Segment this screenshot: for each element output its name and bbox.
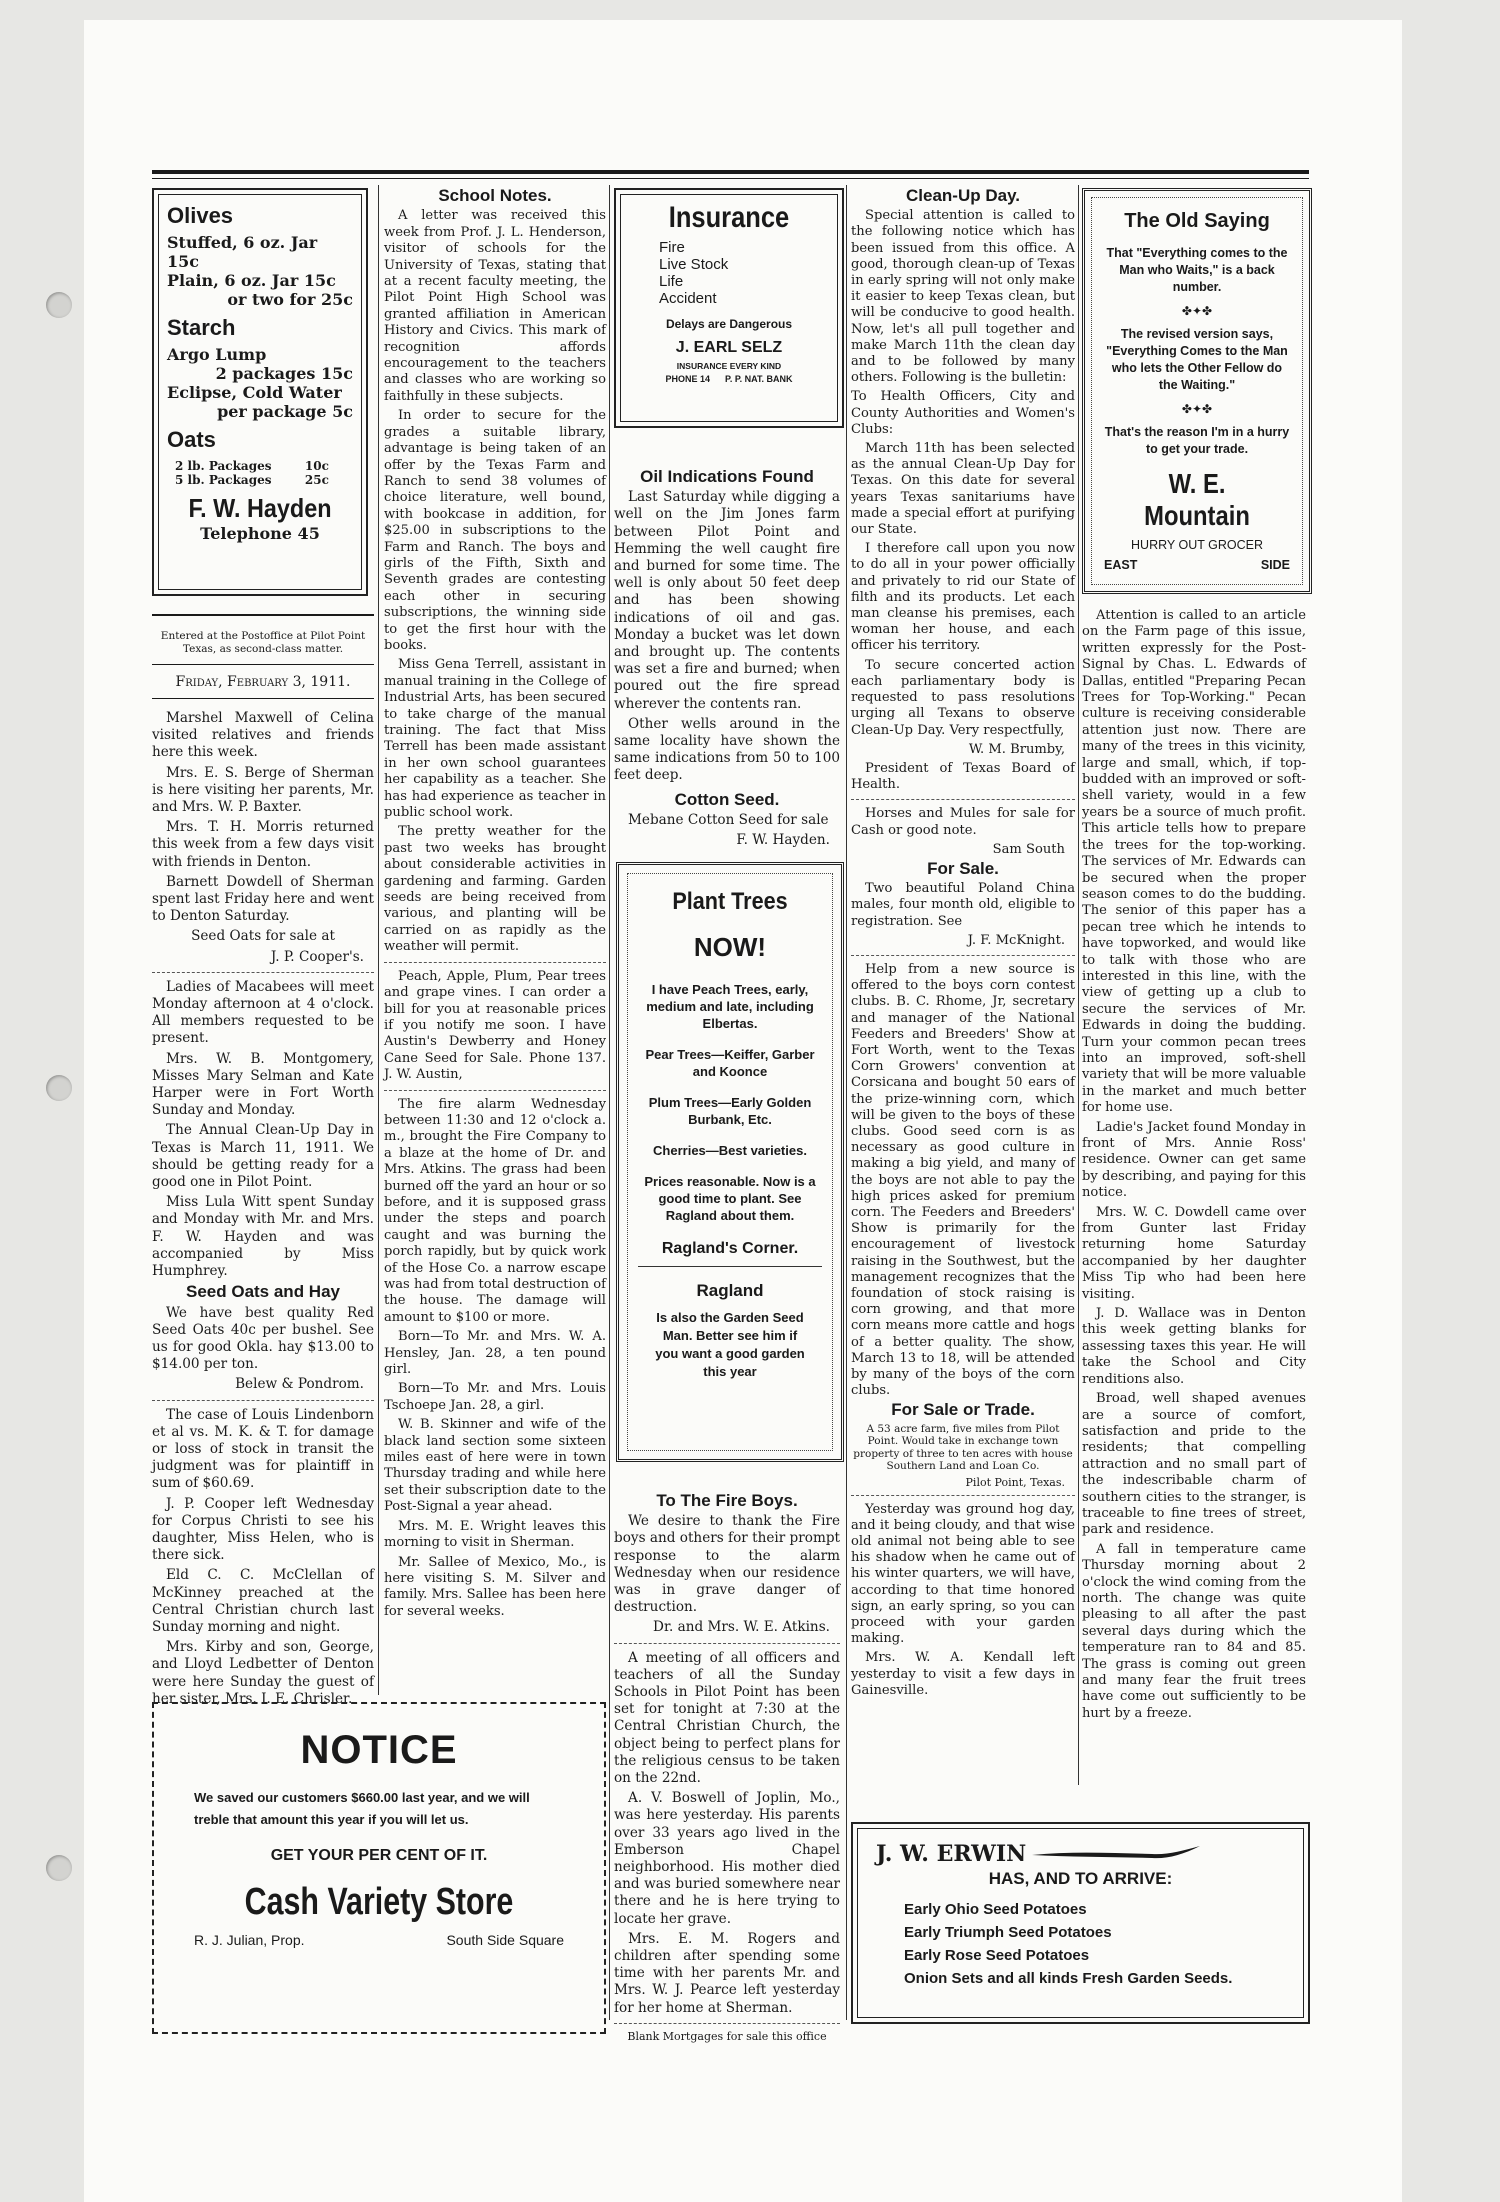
olives-line: or two for 25c [227,290,353,309]
signature: Pilot Point, Texas. [965,1475,1065,1489]
erwin-item: Onion Sets and all kinds Fresh Garden Seeds. [904,1970,1233,1987]
separator [152,972,374,973]
old-saying-line: The revised version says, "Everything Comes to the Man who lets the Other Fellow do the Waiting." [1106,327,1288,392]
top-rule-thin [152,178,1309,179]
oats-line: 5 lb. Packages 25c [175,473,329,487]
news-item: Mebane Cotton Seed for sale [628,811,829,828]
column-divider [609,185,610,2020]
news-item: A fall in temperature came Thursday morning about 2 o'clock the wind coming from the north. The change was quite pleasing to all after the past several days during which the temperature ran to 84 and 85. The grass is coming out green and many fear the fruit trees have come out sufficiently to be hurt by a freeze. [1082,1541,1306,1721]
news-item: I therefore call upon you now to do all in your power officially and privately to rid our State of filth and its products. Let each man cleanse his premises, each woman her house, and each officer his territory. [851,541,1075,654]
column-3-oil [614,466,840,852]
insurance-line: Accident [659,290,717,307]
trees-item: I have Peach Trees, early, medium and late, including Elbertas. [646,982,814,1031]
column-3-fire-boys [614,1490,840,2046]
separator [614,1643,840,1644]
news-item: Mrs. E. M. Rogers and children after spending some time with her parents Mr. and Mrs. W. J. Pearce left yesterday for her home at Sherman. [614,1930,840,2016]
store-location: South Side Square [446,1932,564,1948]
insurance-delays: Delays are Dangerous [665,317,793,331]
rule [152,614,374,616]
blank-mortgages: Blank Mortgages for sale this office [627,2029,827,2043]
erwin-item: Early Ohio Seed Potatoes [904,1901,1087,1918]
mountain-side: SIDE [1260,558,1290,572]
news-item: Marshel Maxwell of Celina visited relatives and friends here this week. [152,710,374,761]
notice-percent: GET YOUR PER CENT OF IT. [270,1847,488,1864]
news-item: J. P. Cooper left Wednesday for Corpus Christi to see his daughter, Miss Helen, who is there sick. [152,1495,374,1564]
news-item: Other wells around in the same locality have shown the same indications from 50 to 100 feet deep. [614,715,840,784]
news-item: J. D. Wallace was in Denton this week getting blanks for assessing taxes this year. He will take the School and City renditions also. [1082,1306,1306,1387]
signature: J. P. Cooper's. [270,948,364,965]
trees-item: Cherries—Best varieties. [653,1143,807,1158]
cash-variety-store: Cash Variety Store [244,1881,514,1923]
starch-line: Eclipse, Cold Water [167,383,342,402]
news-item: Mrs. Kirby and son, George, and Lloyd Ledbetter of Denton were here Sunday the guest of her sister, Mrs. I. E. Chrisler. [152,1639,374,1707]
news-item: Mrs. W. C. Dowdell came over from Gunter last Friday returning home Saturday accompanied by her daughter Miss Tip who had been here visiting. [1082,1204,1306,1302]
news-item: Mrs. T. H. Morris returned this week from a few days visit with friends in Denton. [152,819,374,870]
binder-hole-middle [46,1075,72,1101]
insurance-agent-name: J. EARL SELZ [675,339,783,356]
signature: Sam South [992,841,1065,857]
news-item: A meeting of all officers and teachers of all the Sunday Schools in Pilot Point has been set for tonight at 7:30 at the Central Christian Church, the object being to perfect plans for the religious census to be taken on the 22nd. [614,1649,840,1787]
column-4-clean-up [851,186,1075,1702]
ragland-corner: Ragland's Corner. [638,1240,822,1267]
news-item: Broad, well shaped avenues are a source of comfort, satisfaction and pride to the residents; that compelling attraction and no small part of the indescribable charm of southern cities to the stranger, is traceable to fine trees of street, park and residence. [1082,1391,1306,1538]
top-rule-thick [152,170,1309,174]
column-2-school-notes [384,186,606,1623]
olives-title: Olives [167,203,234,228]
news-item: Miss Lula Witt spent Sunday and Monday with Mr. and Mrs. F. W. Hayden and was accompanied by Miss Humphrey. [152,1194,374,1280]
news-item: Peach, Apple, Plum, Pear trees and grape vines. I can order a bill for you at reasonable prices if you notify me soon. I have Austin's Dewberry and Honey Cane Seed for Sale. Phone 137. J. W. Austin, [384,968,606,1083]
insurance-line: Life [659,273,684,290]
news-item: The Annual Clean-Up Day in Texas is March 11, 1911. We should be getting ready for a good one in Pilot Point. [152,1122,374,1191]
plant-trees-ad [616,862,844,1462]
erwin-item: Early Triumph Seed Potatoes [904,1924,1112,1941]
news-item: A letter was received this week from Prof. J. L. Henderson, visitor of schools for the University of Texas, stating that at a recent faculty meeting, the Pilot Point High School was granted affiliation in American History and Civics. This mark of recognition affords encouragement to the teachers and classes who are working so faithfully in these subjects. [384,208,606,404]
news-item: A. V. Boswell of Joplin, Mo., was here yesterday. His parents over 33 years ago lived in the Emberson Chapel neighborhood. His mother died and was buried somewhere near there and he is here trying to locate her grave. [614,1790,840,1927]
hayden-ad [152,188,368,596]
news-item: Seed Oats for sale at [191,928,335,945]
mountain-east: EAST [1104,558,1138,572]
signature: Belew & Pondrom. [235,1376,364,1393]
trees-item: Plum Trees—Early Golden Burbank, Etc. [648,1095,812,1127]
column-5-news [1082,608,1306,1725]
fire-boys-heading: To The Fire Boys. [656,1491,798,1510]
news-item: We desire to thank the Fire boys and others for their prompt response to the alarm Wednesday when our residence was in grave danger of destruction. [614,1513,840,1616]
for-sale-or-trade-heading: For Sale or Trade. [891,1400,1035,1420]
news-item: Last Saturday while digging a well on the Jim Jones farm between Pilot Point and Hemming the well caught fire and burned for some time. The well is only about 50 feet deep and has been showing indications of oil and gas. Monday a bucket was let down and brought up. The contents was set a fire and burned; when poured out the fire spread wherever the contents ran. [614,489,840,712]
erwin-has: HAS, AND TO ARRIVE: [988,1869,1173,1888]
news-item: The case of Louis Lindenborn et al vs. M. K. & T. for damage or loss of stock in transit the judgment was for plaintiff in sum of $60.69. [152,1406,374,1492]
school-notes-heading: School Notes. [438,186,552,205]
insurance-ad [614,188,844,428]
starch-line: per package 5c [217,402,353,421]
news-item: March 11th has been selected as the annual Clean-Up Day for Texas. On this date for several years Texas sanitariums have made a special effort at purifying our State. [851,441,1075,538]
masthead-entered: Entered at the Postoffice at Pilot Point Texas, as second-class matter. [160,630,366,655]
news-item: Mrs. E. S. Berge of Sherman is here visiting her parents, Mr. and Mrs. W. P. Baxter. [152,764,374,816]
trees-item: Pear Trees—Keiffer, Garber and Koonce [645,1047,815,1079]
hayden-phone: Telephone 45 [200,524,320,543]
column-divider [378,185,379,1695]
separator [152,1400,374,1401]
rule [152,698,374,699]
oil-heading: Oil Indications Found [640,467,814,486]
ornament-icon: ✤✦✤ [1181,304,1213,318]
separator [614,2023,840,2024]
insurance-every-kind: INSURANCE EVERY KIND [676,361,782,371]
news-item: A 53 acre farm, five miles from Pilot Point. Would take in exchange town property of three to ten acres with house Southern Land and Loan Co. [853,1422,1073,1473]
issue-date: Friday, February 3, 1911. [175,674,351,690]
news-item: Special attention is called to the following notice which has been issued from this office. A good, thorough clean-up of Texas in early spring will not only make it easier to keep Texas clean, but will be conducive to good health. Now, let's all pull together and make March 11th the clean day and to be followed by many others. Following is the bulletin: [851,208,1075,386]
signature: J. F. McKnight. [967,932,1065,948]
plant-trees-title: Plant Trees [672,888,788,915]
notice-ad [152,1702,606,2034]
column-divider [846,185,847,2020]
hayden-name: F. W. Hayden [188,493,332,523]
insurance-phone: PHONE 14 P. P. NAT. BANK [665,374,793,384]
news-item: To secure concerted action each parliamentary body is requested to pass resolutions urging all Texans to observe Clean-Up Day. Very respectfully, [851,657,1075,738]
oats-title: Oats [167,427,216,452]
olives-line: Plain, 6 oz. Jar 15c [167,271,336,290]
insurance-title: Insurance [668,201,790,234]
separator [384,1090,606,1091]
news-item: Mrs. W. B. Montgomery, Misses Mary Selman and Kate Harper were in Fort Worth Sunday and Monday. [152,1050,374,1119]
ragland-text: Is also the Garden Seed Man. Better see him if you want a good garden this year [655,1310,805,1379]
signature: W. M. Brumby, [968,741,1065,757]
starch-title: Starch [167,315,236,340]
old-saying-title: The Old Saying [1124,210,1270,232]
news-item: Two beautiful Poland China males, four month old, eligible to registration. See [851,881,1075,929]
old-saying-line: That "Everything comes to the Man who Waits," is a back number. [1106,246,1288,294]
news-item: Mrs. W. A. Kendall left yesterday to visit a few days in Gainesville. [851,1650,1075,1698]
insurance-line: Fire [659,239,685,256]
old-saying-line: That's the reason I'm in a hurry to get your trade. [1104,425,1290,456]
binder-hole-bottom [46,1855,72,1881]
news-item: Barnett Dowdell of Sherman spent last Friday here and went to Denton Saturday. [152,873,374,925]
column-divider [1078,185,1079,1785]
ornament-icon: ✤✦✤ [1181,402,1213,416]
separator [851,955,1075,956]
news-item: President of Texas Board of Health. [851,760,1075,793]
news-item: Eld C. C. McClellan of McKinney preached at the Central Christian church last Sunday morning and night. [152,1567,374,1635]
news-item: Mr. Sallee of Mexico, Mo., is here visiting S. M. Silver and family. Mrs. Sallee has been here for several weeks. [384,1554,606,1619]
news-item: Ladies of Macabees will meet Monday afternoon at 4 o'clock. All members requested to be present. [152,978,374,1047]
olives-line: Stuffed, 6 oz. Jar 15c [167,233,318,271]
news-item: To Health Officers, City and County Authorities and Women's Clubs: [851,389,1075,437]
ragland-name: Ragland [696,1281,764,1300]
seed-oats-heading: Seed Oats and Hay [185,1282,340,1302]
erwin-item: Early Rose Seed Potatoes [904,1947,1090,1964]
notice-title: NOTICE [300,1728,458,1772]
news-item: Help from a new source is offered to the boys corn contest clubs. B. C. Rhome, Jr, secretary and manager of the National Feeders and Breeders' Show at Fort Worth, went to the Texas Corn Growers' convention at Corsicana and bought 50 ears of the prize-winning corn, which will be given to the boys of these clubs. Good seed corn is as necessary as good culture in making a big yield, and many of the boys are not able to pay the high prices asked for premium corn. The Feeders and Breeders' Show is primarily for the encouragement of livestock raising in the Southwest, but the management recognizes that the foundation of stock raising is corn growing, and that more corn means more cattle and hogs of a better quality. The show, March 13 to 18, will be attended by many of the boys of the corn clubs. [851,961,1075,1399]
news-item: Mrs. M. E. Wright leaves this morning to visit in Sherman. [384,1518,606,1551]
separator [851,1495,1075,1496]
plant-trees-now: NOW! [693,932,767,962]
mountain-grocer: HURRY OUT GROCER [1131,538,1263,552]
signature: F. W. Hayden. [736,832,830,849]
trees-item: Prices reasonable. Now is a good time to plant. See Ragland about them. [644,1174,816,1223]
starch-line: Argo Lump [167,345,267,364]
oats-line: 2 lb. Packages 10c [175,459,329,473]
column-1-news [152,710,374,1711]
news-item: The pretty weather for the past two weeks has brought about considerable activities in gardening and farming. Garden seeds are being received from various, and planting will be carried on as rapidly as the weather will permit. [384,824,606,955]
signature: Dr. and Mrs. W. E. Atkins. [653,1619,830,1636]
binder-hole-top [46,292,72,318]
for-sale-heading: For Sale. [927,858,999,878]
erwin-ad [851,1822,1310,2024]
mountain-name: W. E. Mountain [1144,468,1250,531]
news-item: W. B. Skinner and wife of the black land section some sixteen miles east of here were in town Thursday trading and while here set their subscription date to the Post-Signal a year ahead. [384,1417,606,1515]
news-item: Horses and Mules for sale for Cash or good note. [851,806,1075,838]
separator [384,962,606,963]
swash-ornament-icon [1032,1843,1202,1865]
mountain-ad [1082,188,1312,594]
news-item: Attention is called to an article on the Farm page of this issue, written expressly for the Post-Signal by Chas. L. Edwards of Dallas, entitled "Preparing Pecan Trees for Top-Working." Pecan culture is receiving considerable attention just now. There are many of the trees in this vicinity, large and small, which, if top-budded with an improved or soft-shell variety, would in a few years be a source of much profit. This article tells how to prepare the trees for the top-working. The services of Mr. Edwards can be secured when the proper season comes to do the budding. The senior of this paper has a pecan tree which he intends to have topworked, and would like to talk with those who are interested in this line, with the view of getting up a club to secure the services of Mr. Edwards in doing the budding. Turn your common pecan trees into an improved, soft-shell variety that will be more valuable in the market and much better for home use. [1082,608,1306,1116]
news-item: Born—To Mr. and Mrs. Louis Tschoepe Jan. 28, a girl. [384,1381,606,1413]
notice-text: We saved our customers $660.00 last year, and we will treble that amount this year if you will let us. [194,1790,530,1827]
separator [851,799,1075,800]
news-item: Ladie's Jacket found Monday in front of Mrs. Annie Ross' residence. Owner can get same by describing, and paying for this notice. [1082,1119,1306,1201]
news-item: The fire alarm Wednesday between 11:30 and 12 o'clock a. m., brought the Fire Company to a blaze at the home of Dr. and Mrs. Atkins. The grass had been burned off the yard an hour or so before, and it is supposed grass under the steps and poarch caught and was burning the porch rapidly, but by quick work of the Hose Co. a narrow escape was had from total destruction of the house. The damage will amount to $100 or more. [384,1096,606,1325]
news-item: Yesterday was ground hog day, and it being cloudy, and that wise old animal not being able to see his shadow when he came out of his winter quarters, we will have, according to that time honored sign, an early spring, so you can proceed with your garden making. [851,1501,1075,1647]
rule [152,664,374,665]
store-proprietor: R. J. Julian, Prop. [194,1932,305,1948]
erwin-name: J. W. ERWIN [876,1841,1027,1867]
news-item: We have best quality Red Seed Oats 40c per bushel. See us for good Okla. hay $13.00 to $14.00 per ton. [152,1304,374,1373]
news-item: Born—To Mr. and Mrs. W. A. Hensley, Jan. 28, a ten pound girl. [384,1329,606,1378]
news-item: Miss Gena Terrell, assistant in manual training in the College of Industrial Arts, has been secured to take charge of the manual training. The fact that Miss Terrell has been made assistant in her own school guarantees her capability as a teacher. She has had experience as teacher in public school work. [384,657,606,821]
news-item: In order to secure for the grades a suitable library, advantage is being taken of an offer by the Texas Farm and Ranch to send 38 volumes of choice literature, well bound, with bookcase in addition, for $25.00 in subscriptions to the Farm and Ranch. The boys and girls of the Fifth, Sixth and Seventh grades are contesting each other in securing subscriptions, the winning side to get the first hour with the books. [384,408,606,653]
cotton-seed-heading: Cotton Seed. [674,789,780,809]
insurance-line: Live Stock [659,256,729,273]
clean-up-heading: Clean-Up Day. [906,186,1020,205]
starch-line: 2 packages 15c [215,364,353,383]
